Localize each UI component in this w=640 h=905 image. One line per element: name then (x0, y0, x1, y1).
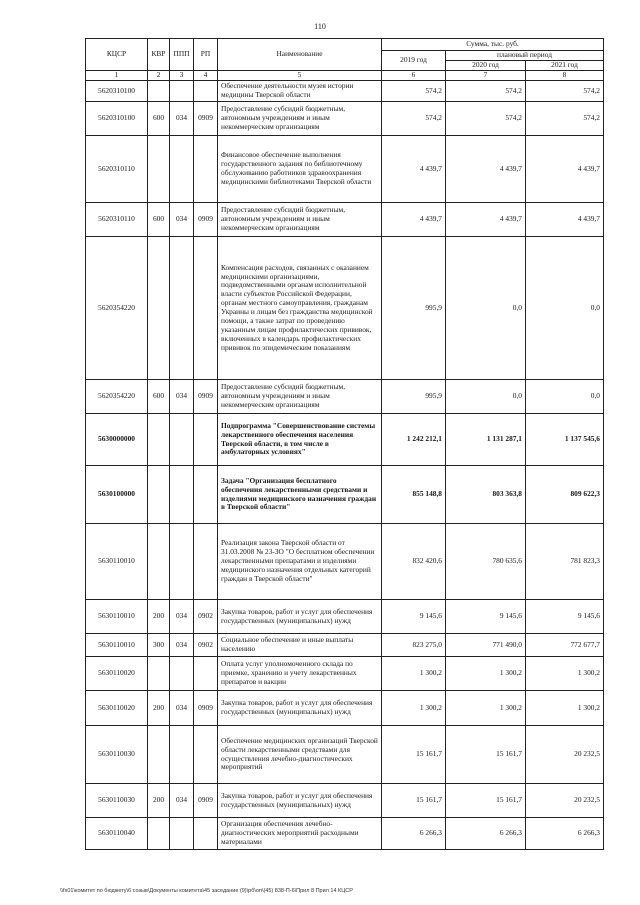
cell-value-2021: 772 677,7 (526, 634, 604, 657)
cell-kcsr: 5630110040 (86, 818, 148, 850)
cell-kcsr: 5630110020 (86, 657, 148, 691)
cell-value-2019: 6 266,3 (382, 818, 446, 850)
cell-kvr (148, 414, 170, 466)
cell-kcsr: 5620310110 (86, 203, 148, 237)
cell-ppp (170, 657, 194, 691)
cell-value-2021: 0,0 (526, 237, 604, 380)
cell-rp: 0909 (194, 203, 218, 237)
cell-ppp: 034 (170, 380, 194, 414)
column-number: 2 (148, 71, 170, 81)
cell-value-2021: 20 232,5 (526, 726, 604, 784)
cell-rp (194, 524, 218, 600)
cell-ppp (170, 466, 194, 524)
cell-value-2019: 574,2 (382, 102, 446, 136)
cell-name: Закупка товаров, работ и услуг для обеспечения государственных (муниципальных) нужд (218, 691, 382, 726)
cell-kvr: 200 (148, 600, 170, 634)
table-row (86, 726, 604, 784)
cell-kcsr: 5630110020 (86, 691, 148, 726)
cell-value-2021: 20 232,5 (526, 784, 604, 818)
table-row (86, 818, 604, 850)
cell-kvr (148, 466, 170, 524)
cell-ppp: 034 (170, 691, 194, 726)
table-row (86, 136, 604, 203)
cell-ppp (170, 237, 194, 380)
cell-value-2020: 574,2 (446, 81, 526, 102)
table-row (86, 691, 604, 726)
cell-name: Закупка товаров, работ и услуг для обеспечения государственных (муниципальных) нужд (218, 784, 382, 818)
cell-name: Предоставление субсидий бюджетным, автономным учреждениям и иным некоммерческим организациям (218, 102, 382, 136)
cell-name: Закупка товаров, работ и услуг для обеспечения государственных (муниципальных) нужд (218, 600, 382, 634)
column-number: 4 (194, 71, 218, 81)
column-number: 1 (86, 71, 148, 81)
cell-kcsr: 5630110010 (86, 600, 148, 634)
cell-value-2019: 995,9 (382, 237, 446, 380)
cell-value-2021: 4 439,7 (526, 136, 604, 203)
cell-kvr: 600 (148, 380, 170, 414)
cell-kvr (148, 818, 170, 850)
cell-value-2020: 1 300,2 (446, 657, 526, 691)
table-row (86, 466, 604, 524)
column-number: 6 (382, 71, 446, 81)
cell-ppp: 034 (170, 784, 194, 818)
header-ppp: ППП (170, 39, 194, 71)
cell-kvr (148, 726, 170, 784)
cell-kvr (148, 136, 170, 203)
cell-rp: 0902 (194, 634, 218, 657)
cell-value-2020: 780 635,6 (446, 524, 526, 600)
cell-rp (194, 657, 218, 691)
cell-rp (194, 466, 218, 524)
cell-name: Обеспечение деятельности музея истории медицины Тверской области (218, 81, 382, 102)
cell-kcsr: 5630110010 (86, 634, 148, 657)
cell-value-2021: 809 622,3 (526, 466, 604, 524)
table-row (86, 524, 604, 600)
cell-rp (194, 414, 218, 466)
cell-ppp (170, 136, 194, 203)
cell-value-2021: 1 137 545,6 (526, 414, 604, 466)
cell-kcsr: 5630110010 (86, 524, 148, 600)
table-row (86, 657, 604, 691)
cell-value-2021: 4 439,7 (526, 203, 604, 237)
cell-value-2019: 1 242 212,1 (382, 414, 446, 466)
cell-value-2021: 9 145,6 (526, 600, 604, 634)
footer-file-path: \\fs01\комитет по бюджету\6 созыв\Документы комитета\45 заседание (9)\рб\оп\(45) 838-П-6\Прил 8 Прил 14 КЦСР (60, 888, 353, 894)
cell-value-2020: 574,2 (446, 102, 526, 136)
cell-kcsr: 5630100000 (86, 466, 148, 524)
cell-rp (194, 818, 218, 850)
cell-kvr: 600 (148, 102, 170, 136)
cell-value-2020: 15 161,7 (446, 784, 526, 818)
cell-name: Подпрограмма "Совершенствование системы лекарственного обеспечения населения Тверской области, в том числе в амбулаторных условиях" (218, 414, 382, 466)
cell-ppp (170, 81, 194, 102)
table-row (86, 784, 604, 818)
cell-value-2021: 0,0 (526, 380, 604, 414)
cell-name: Обеспечение медицинских организаций Тверской области лекарственными средствами для осуществления лечебно-диагностических мероприятий (218, 726, 382, 784)
cell-ppp: 034 (170, 600, 194, 634)
cell-rp (194, 136, 218, 203)
cell-ppp: 034 (170, 203, 194, 237)
cell-value-2020: 15 161,7 (446, 726, 526, 784)
cell-name: Предоставление субсидий бюджетным, автономным учреждениям и иным некоммерческим организациям (218, 203, 382, 237)
cell-name: Реализация закона Тверской области от 31.03.2008 № 23-ЗО "О бесплатном обеспечении лекарственными препаратами и изделиями медицинского назначения отдельных категорий граждан в Тверской области" (218, 524, 382, 600)
header-2021: 2021 год (526, 61, 604, 71)
cell-ppp: 034 (170, 634, 194, 657)
page-number: 110 (314, 22, 326, 31)
cell-kvr (148, 237, 170, 380)
header-name: Наименование (218, 39, 382, 71)
cell-value-2019: 15 161,7 (382, 784, 446, 818)
header-rp: РП (194, 39, 218, 71)
cell-value-2020: 9 145,6 (446, 600, 526, 634)
cell-ppp (170, 414, 194, 466)
cell-value-2019: 1 300,2 (382, 657, 446, 691)
cell-ppp (170, 818, 194, 850)
cell-name: Задача "Организация бесплатного обеспечения лекарственными средствами и изделиями медицинского назначения граждан в Тверской области" (218, 466, 382, 524)
cell-kvr: 600 (148, 203, 170, 237)
cell-rp (194, 237, 218, 380)
cell-value-2020: 771 490,0 (446, 634, 526, 657)
cell-value-2020: 1 300,2 (446, 691, 526, 726)
header-plan-period: плановый период (446, 51, 604, 61)
cell-kcsr: 5620310100 (86, 81, 148, 102)
cell-value-2021: 6 266,3 (526, 818, 604, 850)
cell-kvr: 200 (148, 691, 170, 726)
cell-value-2019: 15 161,7 (382, 726, 446, 784)
table-body (86, 81, 604, 850)
column-number: 7 (446, 71, 526, 81)
table-row (86, 634, 604, 657)
cell-kvr: 300 (148, 634, 170, 657)
cell-rp: 0902 (194, 600, 218, 634)
cell-ppp (170, 726, 194, 784)
cell-value-2019: 574,2 (382, 81, 446, 102)
cell-kcsr: 5620310110 (86, 136, 148, 203)
cell-value-2020: 4 439,7 (446, 136, 526, 203)
cell-name: Оплата услуг уполномоченного склада по приемке, хранению и учету лекарственных препаратов и вакцин (218, 657, 382, 691)
cell-rp: 0909 (194, 691, 218, 726)
cell-kcsr: 5620354220 (86, 380, 148, 414)
table-row (86, 414, 604, 466)
cell-name: Финансовое обеспечение выполнения государственного задания по библиотечному обслуживанию работников здравоохранения медицинскими библиотеками Тверской области (218, 136, 382, 203)
cell-value-2019: 823 275,0 (382, 634, 446, 657)
cell-name: Организация обеспечения лечебно-диагностических мероприятий расходными материалами (218, 818, 382, 850)
cell-value-2019: 855 148,8 (382, 466, 446, 524)
cell-kcsr: 5630110030 (86, 726, 148, 784)
cell-name: Предоставление субсидий бюджетным, автономным учреждениям и иным некоммерческим организациям (218, 380, 382, 414)
column-number: 3 (170, 71, 194, 81)
table-row (86, 102, 604, 136)
cell-kvr (148, 81, 170, 102)
cell-value-2021: 781 823,3 (526, 524, 604, 600)
budget-table (85, 38, 604, 850)
cell-kvr: 200 (148, 784, 170, 818)
cell-value-2020: 4 439,7 (446, 203, 526, 237)
column-number-row (86, 71, 604, 81)
cell-rp (194, 81, 218, 102)
cell-kcsr: 5620310100 (86, 102, 148, 136)
cell-value-2021: 1 300,2 (526, 657, 604, 691)
cell-value-2019: 4 439,7 (382, 203, 446, 237)
cell-rp: 0909 (194, 380, 218, 414)
table-row (86, 600, 604, 634)
table-row (86, 237, 604, 380)
cell-name: Компенсация расходов, связанных с оказанием медицинскими организациями, подведомственными органам исполнительной власти субъектов Российской Федерации, органам местного самоуправления, гражданам Украины и лицам без гражданства медицинской помощи, а также затрат по проведению указанным лицам профилактических прививок, включенных в календарь профилактических прививок по эпидемическим показаниям (218, 237, 382, 380)
cell-name: Социальное обеспечение и иные выплаты населению (218, 634, 382, 657)
cell-value-2021: 574,2 (526, 102, 604, 136)
header-2019: 2019 год (382, 51, 446, 71)
cell-rp: 0909 (194, 102, 218, 136)
cell-value-2020: 1 131 287,1 (446, 414, 526, 466)
cell-kcsr: 5620354220 (86, 237, 148, 380)
cell-kvr (148, 524, 170, 600)
column-number: 8 (526, 71, 604, 81)
table-row (86, 380, 604, 414)
cell-value-2021: 574,2 (526, 81, 604, 102)
table-row (86, 81, 604, 102)
header-2020: 2020 год (446, 61, 526, 71)
column-number: 5 (218, 71, 382, 81)
cell-value-2019: 995,9 (382, 380, 446, 414)
cell-rp: 0909 (194, 784, 218, 818)
cell-rp (194, 726, 218, 784)
cell-kcsr: 5630000000 (86, 414, 148, 466)
cell-ppp: 034 (170, 102, 194, 136)
cell-value-2019: 1 300,2 (382, 691, 446, 726)
cell-kvr (148, 657, 170, 691)
cell-value-2020: 0,0 (446, 237, 526, 380)
header-kcsr: КЦСР (86, 39, 148, 71)
cell-value-2020: 803 363,8 (446, 466, 526, 524)
cell-value-2020: 6 266,3 (446, 818, 526, 850)
header-sum: Сумма, тыс. руб. (382, 39, 604, 51)
cell-value-2019: 4 439,7 (382, 136, 446, 203)
table-row (86, 203, 604, 237)
header-kvr: КВР (148, 39, 170, 71)
cell-value-2021: 1 300,2 (526, 691, 604, 726)
cell-ppp (170, 524, 194, 600)
cell-value-2020: 0,0 (446, 380, 526, 414)
cell-value-2019: 832 420,6 (382, 524, 446, 600)
cell-kcsr: 5630110030 (86, 784, 148, 818)
cell-value-2019: 9 145,6 (382, 600, 446, 634)
